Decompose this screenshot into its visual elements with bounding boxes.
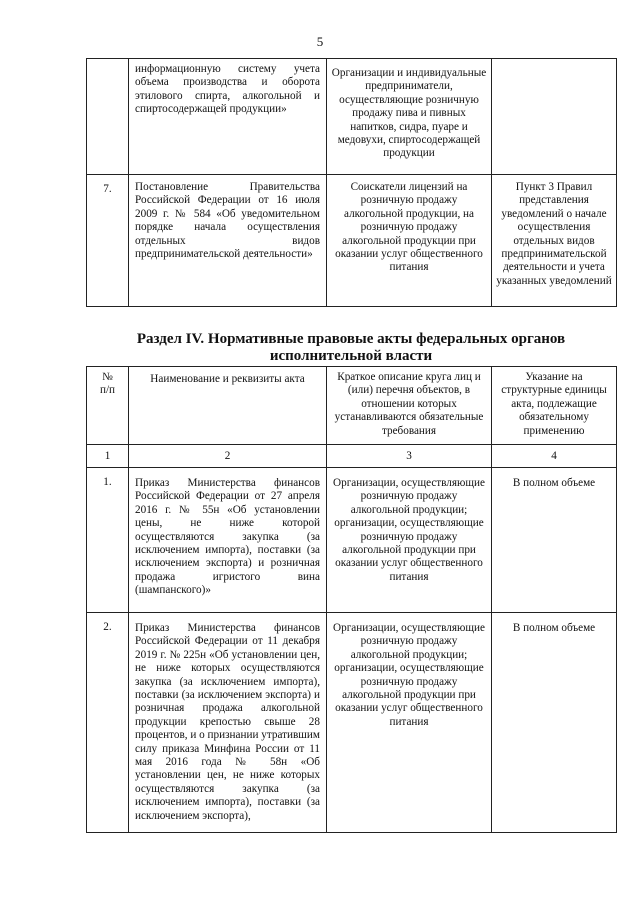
indication-cell — [492, 59, 617, 175]
indication-text: Пункт 3 Правил представления уведомлений о начале осуществления отдельных видов предпринимательской деятельности и учета указанных уведомлений — [496, 181, 612, 287]
act-cell — [129, 59, 327, 175]
persons-cell — [327, 613, 492, 833]
column-number-row — [87, 445, 617, 468]
indication-text: В полном объеме — [512, 477, 596, 489]
row-number: 1. — [103, 476, 112, 488]
indication-cell — [492, 613, 617, 833]
header-num — [87, 367, 129, 445]
table-row — [87, 613, 617, 833]
row-number-cell — [87, 59, 129, 175]
indication-cell — [492, 468, 617, 613]
header-persons — [327, 367, 492, 445]
act-name: Приказ Министерства финансов Российской Федерации от 11 декабря 2019 г. № 225н «Об установлении цен, не ниже которых осуществляются закупка (за исключением импорта), поставки (за исключением экспорта) и розничная продажа алкогольной продукции крепостью свыше 28 процентов, и о признании утратившим силу приказа Минфина России от 11 мая 2016 года № 58н «Об установлении цен, не ниже которых осуществляются закупка (за исключением импорта), поставки (за исключением экспорта), — [135, 622, 320, 822]
header-indication — [492, 367, 617, 445]
row-number: 7. — [103, 183, 112, 195]
requirements-table-continued — [86, 58, 617, 307]
requirements-table — [86, 366, 617, 833]
act-cell — [129, 468, 327, 613]
row-number: 2. — [103, 621, 112, 633]
act-name: Приказ Министерства финансов Российской Федерации от 27 апреля 2016 г. № 55н «Об установлении цены, не ниже которой осуществляются закупка (за исключением импорта), поставки (за исключением экспорта) и розничная продажа игристого вина (шампанского)» — [135, 477, 320, 597]
indication-cell — [492, 175, 617, 307]
table-row — [87, 59, 617, 175]
row-number-cell — [87, 468, 129, 613]
column-number: 2 — [129, 445, 327, 468]
column-number: 1 — [87, 445, 129, 468]
act-name: информационную систему учета объема производства и оборота этилового спирта, алкогольной и спиртосодержащей продукции» — [135, 63, 320, 116]
row-number-cell — [87, 613, 129, 833]
column-number: 3 — [327, 445, 492, 468]
row-number-cell — [87, 175, 129, 307]
table-header-row — [87, 367, 617, 445]
act-cell — [129, 175, 327, 307]
header-persons-label: Краткое описание круга лиц и (или) перечня объектов, в отношении которых устанавливаются обязательные требования — [334, 371, 484, 437]
header-num-label: № п/п — [99, 371, 116, 397]
indication-text: В полном объеме — [512, 622, 596, 634]
persons-cell — [327, 468, 492, 613]
page-number: 5 — [316, 34, 324, 49]
persons-cell — [327, 59, 492, 175]
persons-cell — [327, 175, 492, 307]
header-act-label: Наименование и реквизиты акта — [150, 373, 305, 385]
persons-description: Организации и индивидуальные предприниматели, осуществляющие розничную продажу пива и пивных напитков, сидра, пуаре и медовухи, спиртосодержащей продукции — [331, 67, 487, 160]
persons-description: Организации, осуществляющие розничную продажу алкогольной продукции; организации, осуществляющие розничную продажу алкогольной продукции при оказании услуг общественного питания — [333, 477, 485, 583]
persons-description: Организации, осуществляющие розничную продажу алкогольной продукции; организации, осуществляющие розничную продажу алкогольной продукции при оказании услуг общественного питания — [333, 622, 485, 728]
section-title: Раздел IV. Нормативные правовые акты федеральных органов исполнительной власти — [136, 331, 566, 364]
persons-description: Соискатели лицензий на розничную продажу алкогольной продукции, на розничную продажу алкогольной продукции при оказании услуг общественного питания — [335, 181, 483, 274]
header-act — [129, 367, 327, 445]
column-number: 4 — [492, 445, 617, 468]
act-cell — [129, 613, 327, 833]
header-indication-label: Указание на структурные единицы акта, подлежащие обязательному применению — [501, 371, 607, 437]
row-number — [87, 59, 128, 67]
act-name: Постановление Правительства Российской Федерации от 16 июля 2009 г. № 584 «Об уведомительном порядке начала осуществления отдельных видов предпринимательской деятельности» — [135, 181, 320, 261]
table-row — [87, 175, 617, 307]
table-row — [87, 468, 617, 613]
